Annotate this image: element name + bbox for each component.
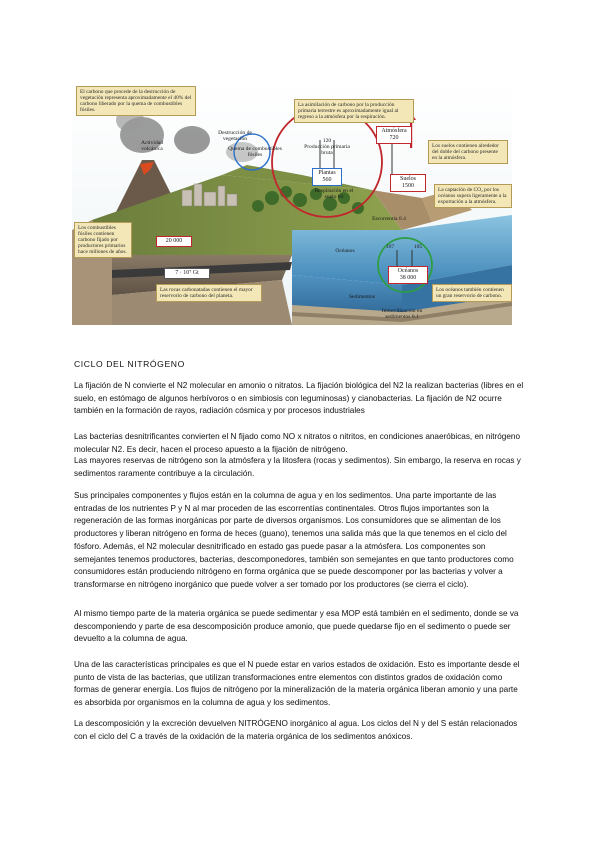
paragraph-decomposition (74, 718, 528, 743)
label-oceans-word: Océanos (335, 248, 355, 254)
paragraph-text: Sus principales componentes y flujos están en la columna de agua y en los sedimentos. Una parte importante de las entradas de los nutrientes P y N al mar proceden de las escorrentías continentales. Otros flujos importantes son la regeneración de las formas inorgánicas por parte de diversos organismos. Los consumidores que se alimentan de los productores y liberan nitrógeno en forma de heces (guano), tenemos una salida más que la que tenemos en el ciclo del fósforo. Además, el N2 molecular desnitrificado en estado gas puede pasar a la atmósfera. Los componentes son semejantes tenemos productores, bacterias, descomponedores, también son semejantes en que tanto productores como consumidores están produciendo nitrógeno en forma orgánica que se puede descomponer por las bacterias y volver a transformarse en nitrógeno inorgánico que puede volver a ser tomado por los productores (se cierra el ciclo). (74, 491, 514, 589)
label-ocean-flux-out: 105 (413, 244, 423, 250)
section-title: CICLO DEL NITRÓGENO (74, 359, 185, 369)
label-sediments: Sedimentos (348, 294, 376, 300)
paragraph-fixation (74, 380, 528, 418)
callout-primary-assimilation: La asimilación de carbono por la producción primaria terrestre es aproximadamente igual al regreso a la atmósfera por la respiración. (294, 99, 414, 123)
callout-oceans-reservoir: Los océanos también contienen un gran reservorio de carbono. (432, 284, 512, 302)
callout-fossil-fuels: Los combustibles fósiles contienen carbono fijado por productores primarios hace millones de años. (74, 222, 132, 258)
callout-carbonate-rocks: Las rocas carbonatadas contienen el mayor reservorio de carbono del planeta. (156, 284, 262, 302)
callout-deforestation: El carbono que procede de la destrucción de vegetación representa aproximadamente el 40% del carbono liberado por la quema de combustibles fósiles. (76, 86, 196, 116)
paragraph-sedimentation (74, 608, 528, 646)
paragraph-text: Las bacterias desnitrificantes convierten el N fijado como NO x nitratos o nitritos, en condiciones anaeróbicas, en nitrógeno molecular N2. Es decir, hacen el proceso apuesto a la fijación de nitrógeno. (74, 432, 521, 454)
label-fossil-burning: Quema de combustibles fósiles (228, 146, 282, 158)
paragraph-text: La descomposición y la excreción devuelven NITRÓGENO inorgánico al agua. Los ciclos del N y del S están relacionados con el ciclo del C a través de la oxidación de la materia orgánica de los sedimentos anóxicos. (74, 719, 518, 741)
plants-value-box: Plantas 560 (312, 168, 342, 186)
fossil-value-box: 20 000 (156, 236, 192, 247)
carbon-cycle-figure (72, 80, 512, 325)
paragraph-reserves (74, 455, 528, 480)
label-runoff: Escorrentía 0.4 (372, 216, 406, 222)
label-gross-primary: 120 Producción primaria bruta (304, 138, 350, 156)
paragraph-components (74, 490, 528, 592)
label-volcanic: Actividad volcánica (140, 140, 164, 152)
rocks-value-box: 7 · 10⁷ Gt (164, 268, 210, 279)
label-sediment-burial: Inmovilización en sedimentos 0.1 (381, 308, 423, 320)
paragraph-text: Al mismo tiempo parte de la materia orgánica se puede sedimentar y esa MOP está también en el sedimento, donde se va descomponiendo y parte de esa descomposición produce amonio, que puede quedarse fijo en el sedimento o puede ser devuelto a la columna de agua. (74, 609, 519, 644)
oceans-value-box: Océanos 38 000 (388, 266, 428, 284)
callout-ocean-capture: La captación de CO₂ por los océanos supera ligeramente a la exportación a la atmósfera. (434, 184, 512, 208)
label-vegetation-destruction: Destrucción de vegetación (218, 130, 252, 142)
callout-soils: Los suelos contienen alrededor del doble del carbono presente en la atmósfera. (428, 140, 508, 164)
label-soil-respiration: Respiración en el suelo 60 (314, 188, 354, 200)
atmosphere-value-box: Atmósfera 720 (376, 126, 412, 144)
paragraph-text: Las mayores reservas de nitrógeno son la atmósfera y la litosfera (rocas y sedimentos). Sin embargo, la reserva en rocas y sedimentos raramente contribuye a la circulación. (74, 456, 521, 478)
paragraph-oxidation (74, 659, 528, 710)
paragraph-text: La fijación de N convierte el N2 molecular en amonio o nitratos. La fijación biológica del N2 la realizan bacterias (libres en el suelo, en estómago de algunos herbívoros o en simbiosis con leguminosas) y cianobacterias. La fijación de N2 ocurre también en la formación de rayos, radiación cósmica y por procesos industriales (74, 381, 524, 416)
label-ocean-flux-in: 107 (385, 244, 395, 250)
paragraph-text: Una de las características principales es que el N puede estar en varios estados de oxidación. Esto es importante desde el punto de vista de las bacterias, que utilizan transformaciones entre elementos con distintos grados de oxidación como formas de generar energía. Los flujos de nitrógeno por la mineralización de la materia orgánica liberan amonio y una parte es absorbida por organismos en la columna de agua y los sedimentos. (74, 660, 520, 708)
paragraph-denitrification (74, 431, 528, 456)
soils-value-box: Suelos 1500 (390, 174, 426, 192)
